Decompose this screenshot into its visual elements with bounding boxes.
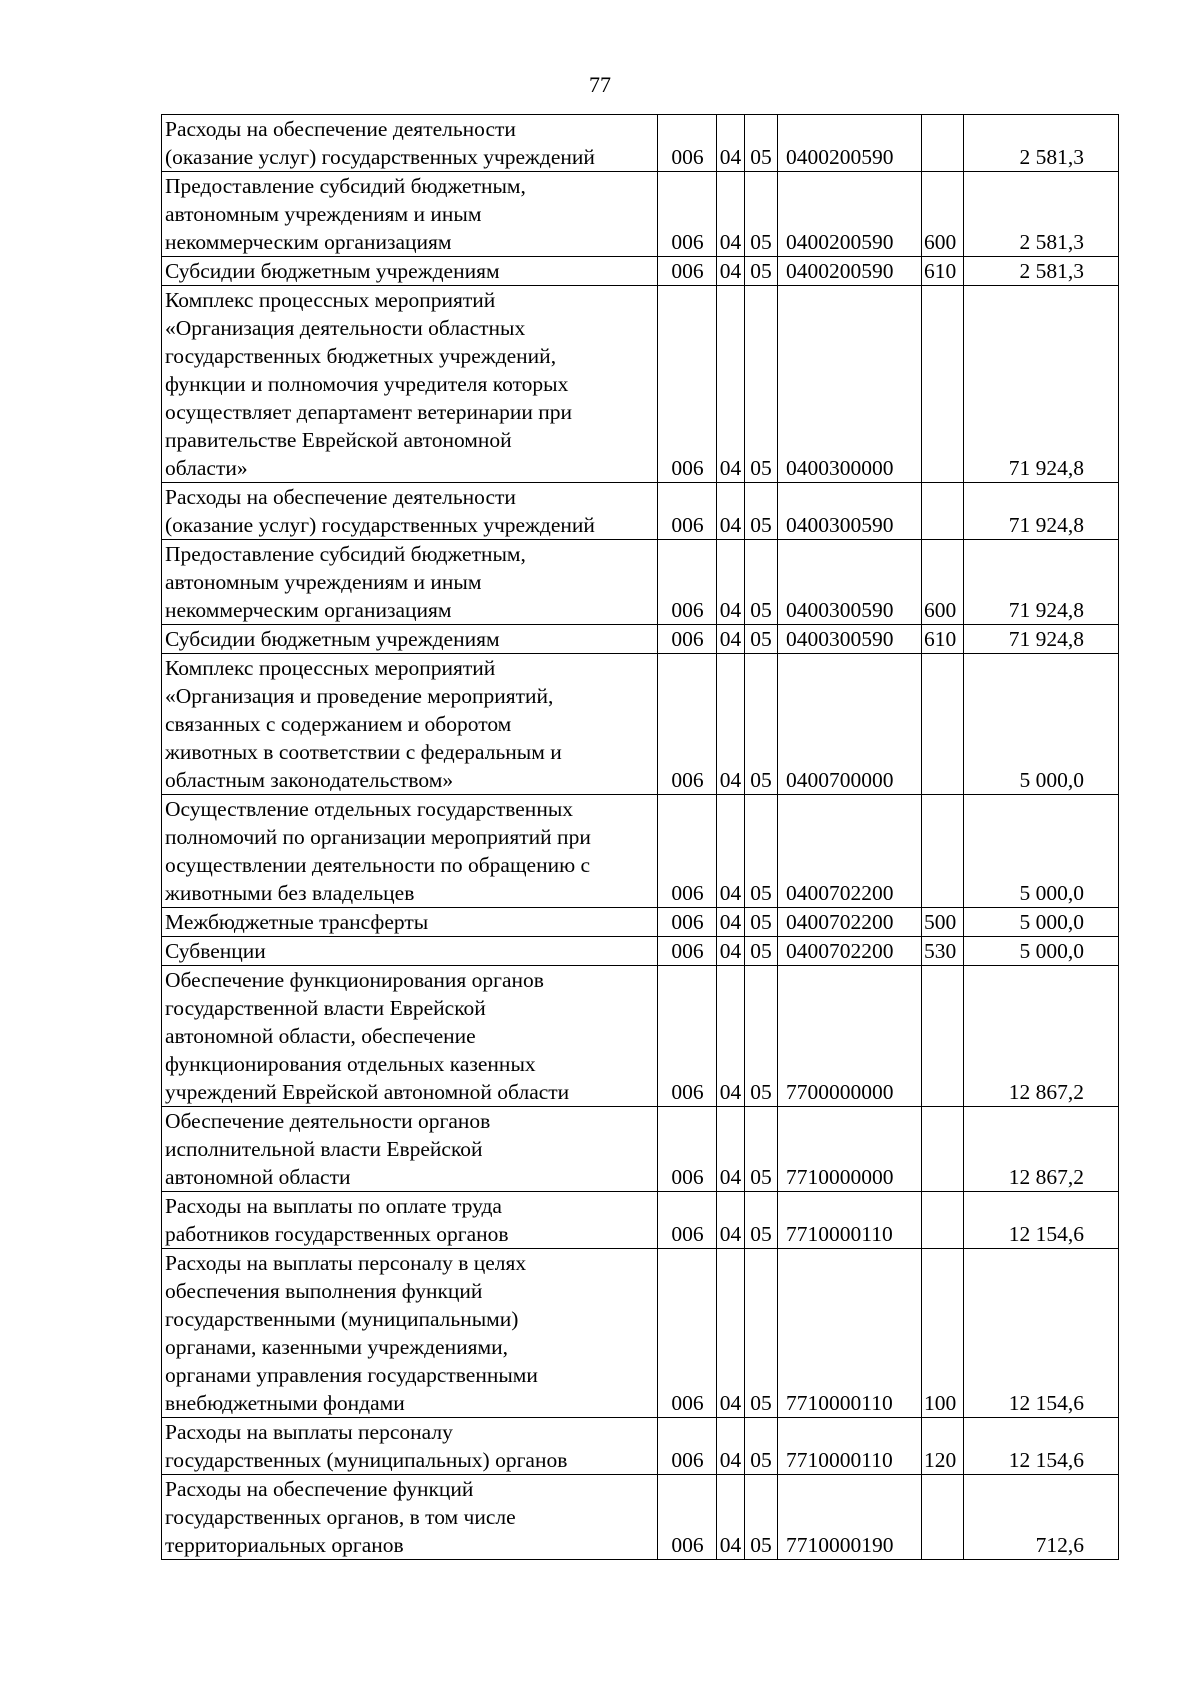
- expense-type-cell: 610: [922, 625, 964, 654]
- expense-name-cell: Субсидии бюджетным учреждениям: [162, 257, 658, 286]
- subsection-code-cell: 05: [745, 908, 778, 937]
- ministry-code-cell: 006: [658, 257, 717, 286]
- expense-name-cell: Расходы на обеспечение деятельности (оказание услуг) государственных учреждений: [162, 483, 658, 540]
- section-code-cell: 04: [717, 625, 745, 654]
- expense-name-cell: Обеспечение функционирования органов государственной власти Еврейской автономной области, обеспечение функционирования отдельных казенных учреждений Еврейской автономной области: [162, 966, 658, 1107]
- subsection-code-cell: 05: [745, 966, 778, 1107]
- expense-type-cell: 600: [922, 172, 964, 257]
- amount-cell: 5 000,0: [964, 937, 1119, 966]
- section-code-cell: 04: [717, 1249, 745, 1418]
- expense-name-cell: Расходы на обеспечение деятельности (оказание услуг) государственных учреждений: [162, 115, 658, 172]
- subsection-code-cell: 05: [745, 172, 778, 257]
- subsection-code-cell: 05: [745, 1475, 778, 1560]
- expense-type-cell: [922, 483, 964, 540]
- amount-cell: 71 924,8: [964, 483, 1119, 540]
- table-row: [162, 625, 1119, 654]
- expense-name-cell: Комплекс процессных мероприятий «Организация деятельности областных государственных бюджетных учреждений, функции и полномочия учредителя которых осуществляет департамент ветеринарии при правительстве Еврейской автономной области»: [162, 286, 658, 483]
- ministry-code-cell: 006: [658, 1107, 717, 1192]
- target-article-cell: 0400300590: [778, 483, 922, 540]
- expense-type-cell: [922, 966, 964, 1107]
- section-code-cell: 04: [717, 540, 745, 625]
- expense-name-cell: Обеспечение деятельности органов исполнительной власти Еврейской автономной области: [162, 1107, 658, 1192]
- page-number: 77: [589, 72, 611, 97]
- expense-name-cell: Предоставление субсидий бюджетным, автономным учреждениям и иным некоммерческим организациям: [162, 540, 658, 625]
- table-row: [162, 1418, 1119, 1475]
- amount-cell: 2 581,3: [964, 257, 1119, 286]
- expense-type-cell: [922, 286, 964, 483]
- expense-name-cell: Субвенции: [162, 937, 658, 966]
- section-code-cell: 04: [717, 795, 745, 908]
- section-code-cell: 04: [717, 286, 745, 483]
- target-article-cell: 0400702200: [778, 908, 922, 937]
- amount-cell: 5 000,0: [964, 795, 1119, 908]
- ministry-code-cell: 006: [658, 795, 717, 908]
- subsection-code-cell: 05: [745, 286, 778, 483]
- ministry-code-cell: 006: [658, 115, 717, 172]
- expense-type-cell: [922, 654, 964, 795]
- budget-table: [161, 114, 1119, 1560]
- ministry-code-cell: 006: [658, 908, 717, 937]
- subsection-code-cell: 05: [745, 625, 778, 654]
- table-row: [162, 172, 1119, 257]
- subsection-code-cell: 05: [745, 937, 778, 966]
- section-code-cell: 04: [717, 966, 745, 1107]
- target-article-cell: 7710000190: [778, 1475, 922, 1560]
- amount-cell: 12 154,6: [964, 1192, 1119, 1249]
- target-article-cell: 7710000110: [778, 1192, 922, 1249]
- amount-cell: 12 867,2: [964, 1107, 1119, 1192]
- amount-cell: 71 924,8: [964, 540, 1119, 625]
- expense-type-cell: 530: [922, 937, 964, 966]
- ministry-code-cell: 006: [658, 540, 717, 625]
- table-row: [162, 1249, 1119, 1418]
- section-code-cell: 04: [717, 1107, 745, 1192]
- table-row: [162, 286, 1119, 483]
- table-row: [162, 908, 1119, 937]
- amount-cell: 71 924,8: [964, 286, 1119, 483]
- section-code-cell: 04: [717, 172, 745, 257]
- table-row: [162, 966, 1119, 1107]
- target-article-cell: 7710000110: [778, 1249, 922, 1418]
- expense-name-cell: Комплекс процессных мероприятий «Организация и проведение мероприятий, связанных с содержанием и оборотом животных в соответствии с федеральным и областным законодательством»: [162, 654, 658, 795]
- amount-cell: 5 000,0: [964, 654, 1119, 795]
- target-article-cell: 7710000000: [778, 1107, 922, 1192]
- ministry-code-cell: 006: [658, 654, 717, 795]
- expense-type-cell: [922, 115, 964, 172]
- subsection-code-cell: 05: [745, 1192, 778, 1249]
- target-article-cell: 0400702200: [778, 795, 922, 908]
- section-code-cell: 04: [717, 1475, 745, 1560]
- table-row: [162, 1475, 1119, 1560]
- ministry-code-cell: 006: [658, 483, 717, 540]
- subsection-code-cell: 05: [745, 795, 778, 908]
- table-row: [162, 483, 1119, 540]
- subsection-code-cell: 05: [745, 1107, 778, 1192]
- expense-type-cell: 610: [922, 257, 964, 286]
- ministry-code-cell: 006: [658, 172, 717, 257]
- budget-table-body: [162, 115, 1119, 1560]
- amount-cell: 712,6: [964, 1475, 1119, 1560]
- subsection-code-cell: 05: [745, 115, 778, 172]
- table-row: [162, 257, 1119, 286]
- table-row: [162, 795, 1119, 908]
- subsection-code-cell: 05: [745, 654, 778, 795]
- subsection-code-cell: 05: [745, 1418, 778, 1475]
- expense-name-cell: Предоставление субсидий бюджетным, автономным учреждениям и иным некоммерческим организациям: [162, 172, 658, 257]
- section-code-cell: 04: [717, 1192, 745, 1249]
- section-code-cell: 04: [717, 115, 745, 172]
- expense-name-cell: Осуществление отдельных государственных полномочий по организации мероприятий при осуществлении деятельности по обращению с животными без владельцев: [162, 795, 658, 908]
- target-article-cell: 0400300590: [778, 625, 922, 654]
- subsection-code-cell: 05: [745, 540, 778, 625]
- amount-cell: 12 867,2: [964, 966, 1119, 1107]
- table-row: [162, 1107, 1119, 1192]
- section-code-cell: 04: [717, 257, 745, 286]
- amount-cell: 2 581,3: [964, 172, 1119, 257]
- ministry-code-cell: 006: [658, 625, 717, 654]
- subsection-code-cell: 05: [745, 1249, 778, 1418]
- expense-name-cell: Расходы на выплаты персоналу в целях обеспечения выполнения функций государственными (муниципальными) органами, казенными учреждениями, органами управления государственными внебюджетными фондами: [162, 1249, 658, 1418]
- expense-type-cell: [922, 1475, 964, 1560]
- expense-name-cell: Межбюджетные трансферты: [162, 908, 658, 937]
- amount-cell: 12 154,6: [964, 1418, 1119, 1475]
- table-row: [162, 937, 1119, 966]
- subsection-code-cell: 05: [745, 257, 778, 286]
- section-code-cell: 04: [717, 937, 745, 966]
- target-article-cell: 0400300590: [778, 540, 922, 625]
- target-article-cell: 0400200590: [778, 115, 922, 172]
- expense-name-cell: Расходы на выплаты по оплате труда работников государственных органов: [162, 1192, 658, 1249]
- target-article-cell: 0400700000: [778, 654, 922, 795]
- ministry-code-cell: 006: [658, 1475, 717, 1560]
- section-code-cell: 04: [717, 483, 745, 540]
- section-code-cell: 04: [717, 908, 745, 937]
- amount-cell: 12 154,6: [964, 1249, 1119, 1418]
- expense-type-cell: 500: [922, 908, 964, 937]
- expense-type-cell: 100: [922, 1249, 964, 1418]
- target-article-cell: 7710000110: [778, 1418, 922, 1475]
- ministry-code-cell: 006: [658, 1192, 717, 1249]
- expense-name-cell: Расходы на выплаты персоналу государственных (муниципальных) органов: [162, 1418, 658, 1475]
- expense-type-cell: [922, 1192, 964, 1249]
- expense-type-cell: 120: [922, 1418, 964, 1475]
- expense-name-cell: Субсидии бюджетным учреждениям: [162, 625, 658, 654]
- ministry-code-cell: 006: [658, 286, 717, 483]
- table-row: [162, 540, 1119, 625]
- amount-cell: 2 581,3: [964, 115, 1119, 172]
- amount-cell: 5 000,0: [964, 908, 1119, 937]
- ministry-code-cell: 006: [658, 1249, 717, 1418]
- table-row: [162, 115, 1119, 172]
- ministry-code-cell: 006: [658, 937, 717, 966]
- expense-type-cell: 600: [922, 540, 964, 625]
- amount-cell: 71 924,8: [964, 625, 1119, 654]
- target-article-cell: 0400200590: [778, 172, 922, 257]
- target-article-cell: 0400200590: [778, 257, 922, 286]
- target-article-cell: 0400300000: [778, 286, 922, 483]
- table-row: [162, 654, 1119, 795]
- target-article-cell: 7700000000: [778, 966, 922, 1107]
- target-article-cell: 0400702200: [778, 937, 922, 966]
- subsection-code-cell: 05: [745, 483, 778, 540]
- section-code-cell: 04: [717, 1418, 745, 1475]
- ministry-code-cell: 006: [658, 1418, 717, 1475]
- expense-type-cell: [922, 795, 964, 908]
- section-code-cell: 04: [717, 654, 745, 795]
- table-row: [162, 1192, 1119, 1249]
- expense-type-cell: [922, 1107, 964, 1192]
- expense-name-cell: Расходы на обеспечение функций государственных органов, в том числе территориальных органов: [162, 1475, 658, 1560]
- ministry-code-cell: 006: [658, 966, 717, 1107]
